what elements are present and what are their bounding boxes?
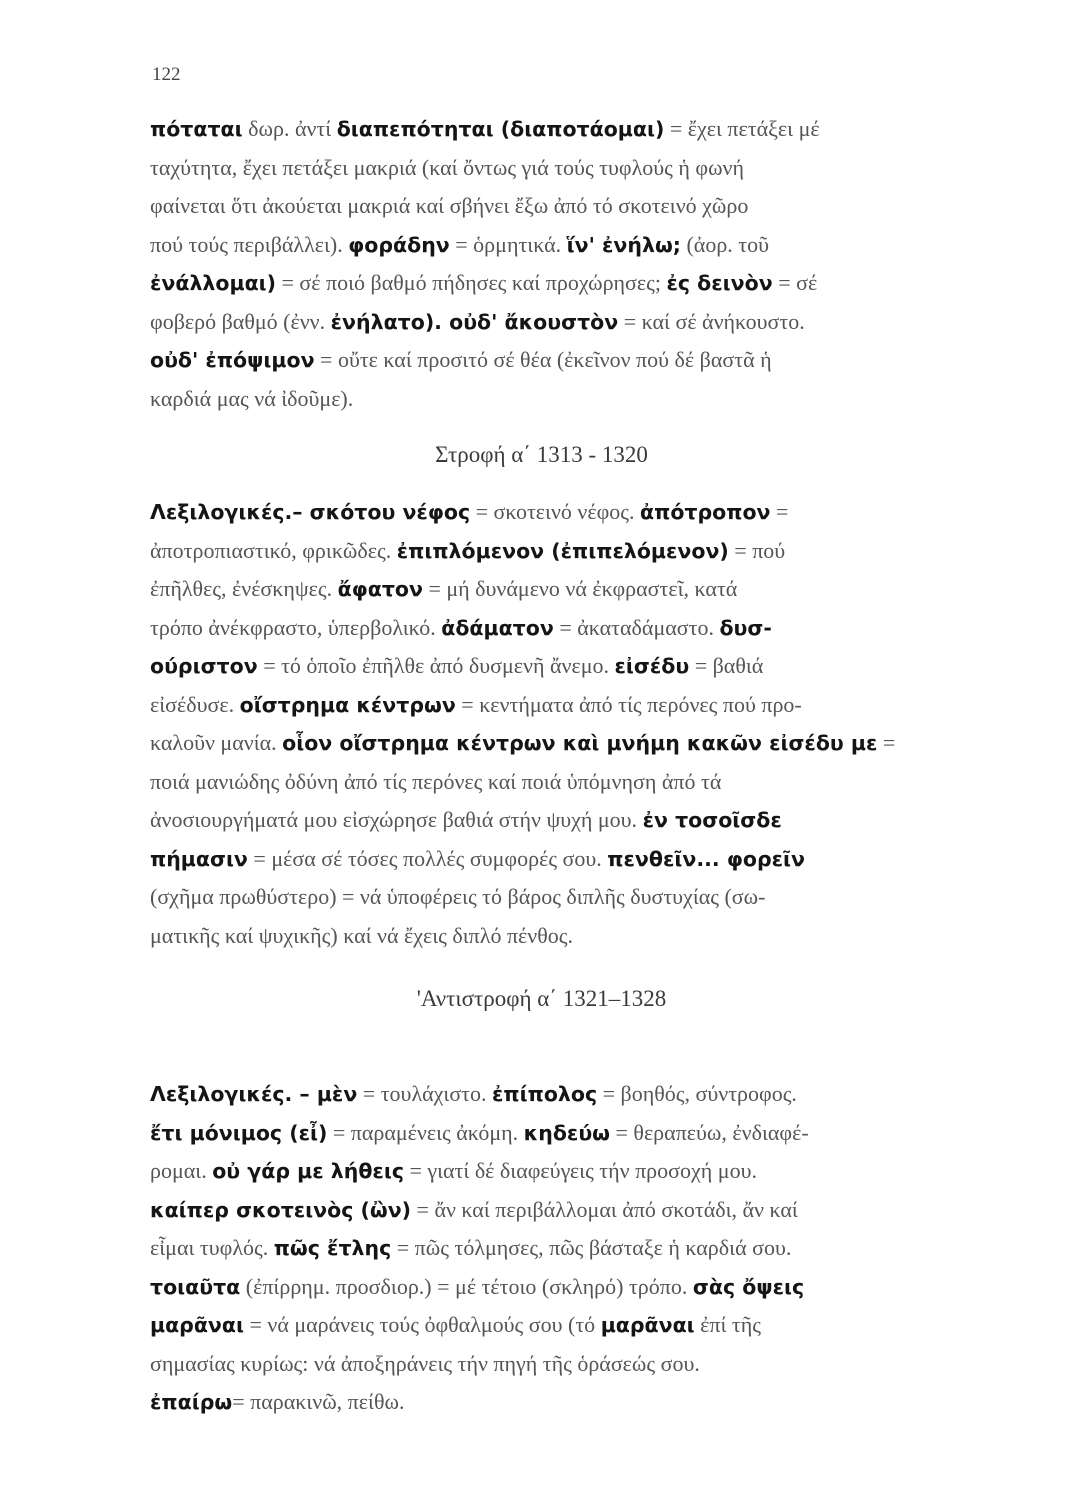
definition-text: = παραμένεις ἀκόμη. — [327, 1119, 524, 1145]
text-line — [150, 264, 1010, 303]
text-line — [150, 149, 1010, 188]
definition-text: ἐπί τῆς — [694, 1312, 761, 1337]
definition-text: ταχύτητα, ἔχει πετάξει μακριά (καί ὄντως γιά τούς τυφλούς ἡ φωνή — [150, 154, 744, 180]
lemma-term: πήμασιν — [150, 846, 248, 871]
definition-text: ἐπῆλθες, ἐνέσκηψες. — [150, 576, 338, 601]
lemma-term: ἐνήλατο). οὐδ' ἄκουστὸν — [330, 309, 619, 334]
definition-text: = καί σέ ἀνήκουστο. — [618, 308, 805, 334]
lemma-term: ἐπαίρω — [150, 1390, 233, 1414]
text-line — [150, 878, 1010, 917]
text-line — [150, 380, 1010, 419]
text-line — [150, 1191, 1010, 1230]
text-line — [150, 570, 1010, 609]
lemma-term: μαρᾶναι — [150, 1313, 244, 1337]
lemma-term: δυσ- — [719, 615, 772, 640]
definition-text: = θεραπεύω, ἐνδιαφέ- — [610, 1119, 809, 1145]
text-line — [150, 1152, 1010, 1191]
section-heading-antistrophe: 'Αντιστροφή α΄ 1321–1328 — [416, 986, 667, 1011]
definition-text: εἰσέδυσε. — [150, 691, 240, 717]
text-line — [150, 686, 1010, 725]
lemma-term: εἰσέδυ — [614, 654, 690, 678]
page-number: 122 — [152, 64, 181, 85]
lemma-term: διαπεπότηται (διαποτάομαι) — [336, 117, 665, 141]
lemma-term: οἴστρημα κέντρων — [239, 692, 456, 717]
definition-text: = κεντήματα ἀπό τίς περόνες πού προ- — [455, 691, 802, 717]
definition-text: (ἀορ. τοῦ — [680, 231, 770, 257]
text-line — [150, 1114, 1010, 1153]
lemma-term: ἵν' ἐνήλω; — [566, 232, 681, 257]
text-line — [150, 724, 1010, 763]
text-line — [150, 1075, 1010, 1114]
lemma-term: ούριστον — [150, 654, 258, 678]
lemma-term: ἀπότροπον — [640, 500, 771, 524]
lemma-term: οἷον οἴστρημα κέντρων καὶ μνήμη κακῶν εἰσέδυ με — [282, 731, 878, 755]
definition-text: = ἀκαταδάμαστο. — [553, 614, 720, 640]
definition-text: (ἐπίρρημ. προσδιορ.) = μέ τέτοιο (σκληρό) τρόπο. — [240, 1273, 693, 1299]
lemma-term: ἐν τοσοῖσδε — [642, 808, 782, 832]
definition-text: = μή δυνάμενο νά ἐκφραστεῖ, κατά — [422, 576, 738, 601]
lemma-term: κηδεύω — [523, 1120, 610, 1145]
lemma-term: φοράδην — [348, 232, 450, 257]
definition-text: τρόπο ἀνέκφραστο, ὑπερβολικό. — [150, 614, 442, 640]
definition-text: = μέσα σέ τόσες πολλές συμφορές σου. — [247, 845, 608, 871]
definition-text: = ἄν καί περιβάλλομαι ἀπό σκοτάδι, ἄν καί — [411, 1196, 798, 1222]
definition-text: = νά μαράνεις τούς ὀφθαλμούς σου (τό — [243, 1312, 601, 1337]
text-line — [150, 647, 1010, 686]
definition-text: καρδιά μας νά ἰδοῦμε). — [150, 385, 354, 411]
glossary-block-intro — [150, 110, 1010, 418]
definition-text: = οὔτε καί προσιτό σέ θέα (ἐκεῖνον πού δέ βαστᾶ ἡ — [314, 347, 772, 372]
lemma-term: ἐπιπλόμενον (ἐπιπελόμενον) — [396, 538, 729, 563]
definition-text: εἶμαι τυφλός. — [150, 1235, 274, 1260]
lemma-term: ἐνάλλομαι) — [150, 271, 277, 295]
text-line — [150, 763, 1010, 802]
lemma-term: ἐπίπολος — [492, 1082, 598, 1106]
text-line — [150, 1229, 1010, 1268]
definition-text: = ὁρμητικά. — [449, 231, 567, 257]
text-line — [150, 493, 1010, 532]
glossary-block-antistrophe — [150, 1075, 1010, 1422]
lemma-term: οὐδ' ἐπόψιμον — [150, 348, 315, 372]
definition-text: = γιατί δέ διαφεύγεις τήν προσοχή μου. — [403, 1158, 757, 1183]
lemma-term: καίπερ σκοτεινὸς (ὢν) — [150, 1197, 412, 1222]
definition-text: = πῶς τόλμησες, πῶς βάσταξε ἡ καρδιά σου. — [391, 1235, 792, 1260]
definition-text: ποιά μανιώδης ὀδύνη ἀπό τίς περόνες καί ποιά ὑπόμνηση ἀπό τά — [150, 768, 722, 794]
text-line — [150, 1345, 1010, 1384]
definition-text: = τό ὁποῖο ἐπῆλθε ἀπό δυσμενῆ ἄνεμο. — [257, 653, 615, 678]
definition-text: = βαθιά — [689, 653, 764, 678]
text-line — [150, 801, 1010, 840]
definition-text: πού τούς περιβάλλει). — [150, 231, 349, 257]
definition-text: δωρ. ἀντί — [242, 116, 337, 141]
text-line — [150, 341, 1010, 380]
definition-text: = — [770, 499, 789, 524]
definition-text: = — [877, 730, 896, 755]
lemma-term: σὰς ὄψεις — [692, 1274, 805, 1299]
lemma-term: ἐς δεινὸν — [666, 271, 773, 295]
lemma-term: ἔτι μόνιμος (εἶ) — [150, 1120, 328, 1145]
lemma-term: πῶς ἔτλης — [273, 1236, 392, 1260]
text-line — [150, 609, 1010, 648]
lemma-term: πόταται — [150, 117, 243, 141]
definition-text: = σκοτεινό νέφος. — [470, 499, 641, 524]
definition-text: ρομαι. — [150, 1158, 213, 1183]
text-line — [150, 226, 1010, 265]
text-line — [150, 110, 1010, 149]
definition-text: (σχῆμα πρωθύστερο) = νά ὑποφέρεις τό βάρος διπλῆς δυστυχίας (σω- — [150, 884, 766, 909]
lemma-term: Λεξιλογικές. – μὲν — [150, 1082, 358, 1106]
lemma-term: τοιαῦτα — [150, 1274, 241, 1299]
text-line — [150, 1268, 1010, 1307]
lemma-term: ἀδάματον — [441, 615, 554, 640]
definition-text: ἀποτροπιαστικό, φρικῶδες. — [150, 537, 397, 563]
definition-text: σημασίας κυρίως: νά ἀποξηράνεις τήν πηγή τῆς ὁράσεώς σου. — [150, 1350, 700, 1376]
section-heading-strophe: Στροφή α΄ 1313 - 1320 — [435, 442, 648, 467]
glossary-block-strophe — [150, 493, 1010, 955]
text-line — [150, 1383, 1010, 1422]
definition-text: = βοηθός, σύντροφος. — [597, 1081, 797, 1106]
lemma-term: μαρᾶναι — [600, 1313, 695, 1337]
text-line — [150, 840, 1010, 879]
text-line — [150, 917, 1010, 956]
definition-text: ματικῆς καί ψυχικῆς) καί νά ἔχεις διπλό πένθος. — [150, 922, 573, 948]
definition-text: ἀνοσιουργήματά μου εἰσχώρησε βαθιά στήν ψυχή μου. — [150, 807, 643, 832]
definition-text: φοβερό βαθμό (ἐνν. — [150, 308, 331, 334]
definition-text: = τουλάχιστο. — [357, 1081, 493, 1106]
lemma-term: πενθεῖν... φορεῖν — [607, 846, 805, 871]
definition-text: φαίνεται ὅτι ἀκούεται μακριά καί σβήνει ἔξω ἀπό τό σκοτεινό χῶρο — [150, 193, 749, 218]
lemma-term: οὐ γάρ με λήθεις — [212, 1159, 404, 1183]
text-line — [150, 187, 1010, 226]
definition-text: = ἔχει πετάξει μέ — [664, 116, 820, 141]
lemma-term: Λεξιλογικές.– σκότου νέφος — [150, 500, 471, 524]
definition-text: = σέ ποιό βαθμό πήδησες καί προχώρησες; — [276, 270, 667, 295]
lemma-term: ἄφατον — [337, 577, 423, 601]
text-line — [150, 532, 1010, 571]
definition-text: = σέ — [772, 270, 818, 295]
text-line — [150, 1306, 1010, 1345]
text-line — [150, 303, 1010, 342]
definition-text: = πού — [728, 537, 786, 563]
definition-text: = παρακινῶ, πείθω. — [232, 1389, 405, 1414]
definition-text: καλοῦν μανία. — [150, 730, 283, 755]
